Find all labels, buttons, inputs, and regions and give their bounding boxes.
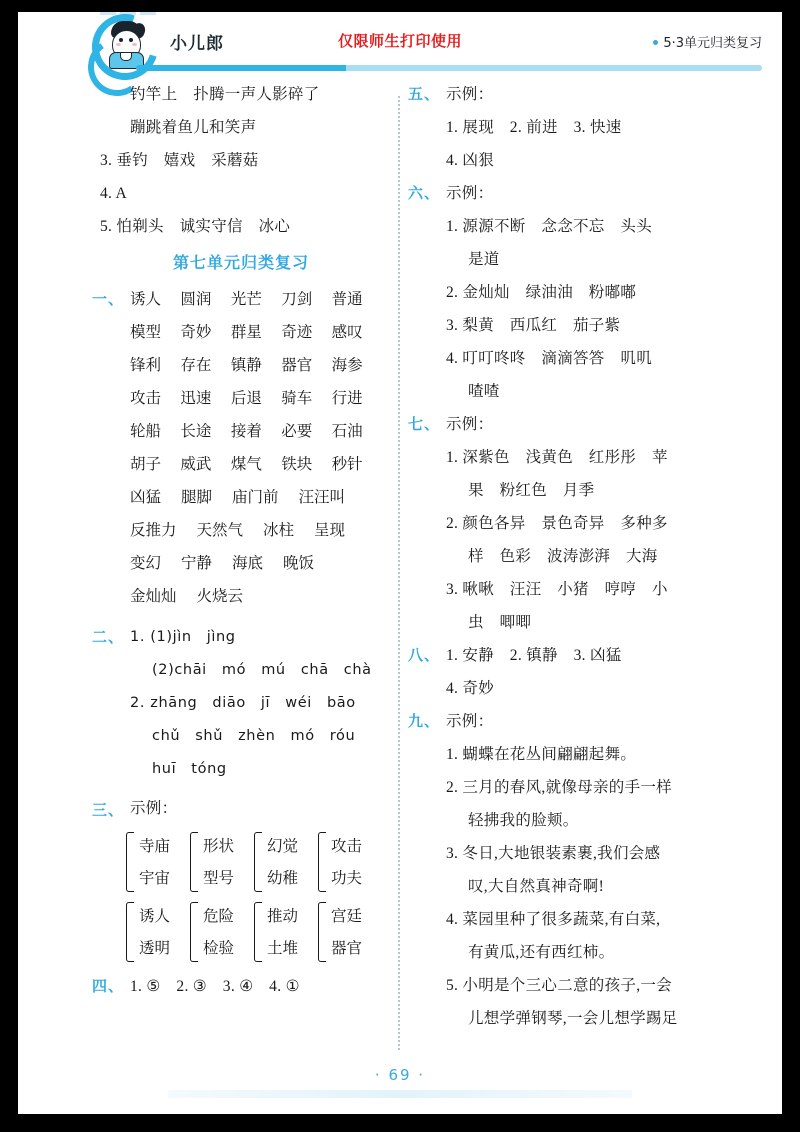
section-3 — [92, 794, 382, 964]
section-5-marker: 五、 — [408, 85, 441, 103]
word-cell: 秒针 — [331, 456, 363, 473]
word-cell: 煤气 — [230, 456, 262, 473]
word-cell: 晚饭 — [283, 555, 315, 572]
section-2-line: huī tóng — [152, 761, 227, 777]
header-rule-dark — [136, 65, 346, 71]
brace-pair — [318, 898, 382, 964]
word-cell: 胡子 — [130, 456, 162, 473]
word-cell: 奇妙 — [180, 324, 212, 341]
brace-word: 型号 — [203, 870, 235, 887]
word-cell: 铁块 — [281, 456, 313, 473]
section-7-line: 虫 唧唧 — [468, 614, 532, 631]
brace-pair — [126, 898, 190, 964]
footer-decoration — [168, 1090, 632, 1098]
section-9-marker: 九、 — [408, 712, 441, 730]
section-3-marker: 三、 — [92, 801, 125, 819]
word-cell: 行进 — [331, 390, 363, 407]
brand-name: 小儿郎 — [170, 34, 224, 54]
section-7-line: 1. 深紫色 浅黄色 红彤彤 苹 — [446, 449, 668, 466]
section-4-line: 1. ⑤ 2. ③ 3. ④ 4. ① — [130, 978, 300, 995]
section-8-line: 4. 奇妙 — [446, 680, 495, 697]
section-7-line: 3. 啾啾 汪汪 小猪 哼哼 小 — [446, 581, 668, 598]
word-cell: 石油 — [331, 423, 363, 440]
brace-pair — [190, 828, 254, 894]
section-9-line: 叹,大自然真神奇啊! — [468, 878, 605, 895]
word-row — [130, 547, 382, 580]
section-9-line: 儿想学弹钢琴,一会儿想学踢足 — [468, 1010, 678, 1027]
worksheet-page — [18, 12, 782, 1114]
brace-word: 宇宙 — [139, 870, 171, 887]
word-cell: 普通 — [331, 291, 363, 308]
header-unit-label — [653, 32, 762, 51]
word-cell: 迅速 — [180, 390, 212, 407]
word-cell: 后退 — [230, 390, 262, 407]
word-cell: 感叹 — [331, 324, 363, 341]
word-cell: 器官 — [281, 357, 313, 374]
word-row — [130, 316, 382, 349]
word-cell: 接着 — [230, 423, 262, 440]
word-cell: 存在 — [180, 357, 212, 374]
word-cell: 群星 — [230, 324, 262, 341]
section-7-label: 示例： — [446, 416, 494, 433]
section-5-line: 4. 凶狠 — [446, 152, 495, 169]
page-header — [18, 12, 782, 74]
brace-word: 攻击 — [331, 838, 363, 855]
brace-pair — [318, 828, 382, 894]
section-9-line: 1. 蝴蝶在花丛间翩翩起舞。 — [446, 746, 637, 763]
section-9-line: 4. 菜园里种了很多蔬菜,有白菜, — [446, 911, 661, 928]
section-7-marker: 七、 — [408, 415, 441, 433]
word-cell: 火烧云 — [196, 588, 244, 605]
word-row — [130, 283, 382, 316]
section-9 — [408, 705, 746, 1035]
brace-word: 宫廷 — [331, 908, 363, 925]
section-4 — [92, 970, 382, 1003]
section-9-line: 5. 小明是个三心二意的孩子,一会 — [446, 977, 672, 994]
brace-word: 形状 — [203, 838, 235, 855]
word-cell: 必要 — [281, 423, 313, 440]
section-7-line: 果 粉红色 月季 — [468, 482, 595, 499]
section-4-marker: 四、 — [92, 977, 125, 995]
word-cell: 攻击 — [130, 390, 162, 407]
word-cell: 刀剑 — [281, 291, 313, 308]
word-cell: 海底 — [232, 555, 264, 572]
section-6-line: 3. 梨黄 西瓜红 茄子紫 — [446, 317, 621, 334]
word-row — [130, 580, 382, 613]
section-5 — [408, 78, 746, 177]
word-cell: 凶猛 — [130, 489, 162, 506]
brace-word: 推动 — [267, 908, 299, 925]
unit-title: 第七单元归类复习 — [172, 253, 309, 272]
word-row — [130, 382, 382, 415]
word-cell: 奇迹 — [281, 324, 313, 341]
word-cell: 冰柱 — [263, 522, 295, 539]
brace-word: 功夫 — [331, 870, 363, 887]
section-1 — [92, 283, 382, 613]
word-cell: 汪汪叫 — [298, 489, 346, 506]
carryover-line: 钓竿上 扑腾一声人影碎了 — [130, 86, 320, 103]
word-cell: 海参 — [331, 357, 363, 374]
section-8 — [408, 639, 746, 705]
word-cell: 锋利 — [130, 357, 162, 374]
brace-pair — [254, 898, 318, 964]
column-divider — [398, 96, 400, 1050]
section-9-line: 有黄瓜,还有西红柿。 — [468, 944, 615, 961]
section-7 — [408, 408, 746, 639]
section-2-marker: 二、 — [92, 628, 125, 646]
section-9-line: 轻拂我的脸颊。 — [468, 812, 579, 829]
word-cell: 模型 — [130, 324, 162, 341]
section-9-line: 3. 冬日,大地银装素裹,我们会感 — [446, 845, 661, 862]
section-9-line: 2. 三月的春风,就像母亲的手一样 — [446, 779, 672, 796]
section-5-line: 1. 展现 2. 前进 3. 快速 — [446, 119, 622, 136]
word-cell: 镇静 — [230, 357, 262, 374]
section-6-line: 是道 — [468, 251, 500, 268]
word-cell: 威武 — [180, 456, 212, 473]
page-footer — [18, 1066, 782, 1100]
brace-word: 器官 — [331, 940, 363, 957]
brace-word: 幻觉 — [267, 838, 299, 855]
word-cell: 变幻 — [130, 555, 162, 572]
brace-word: 诱人 — [139, 908, 171, 925]
brace-row — [126, 898, 382, 964]
section-9-label: 示例： — [446, 713, 494, 730]
brace-word: 土堆 — [267, 940, 299, 957]
word-cell: 轮船 — [130, 423, 162, 440]
word-row — [130, 481, 382, 514]
section-6-marker: 六、 — [408, 184, 441, 202]
word-cell: 腿脚 — [181, 489, 213, 506]
right-column — [408, 78, 746, 1060]
word-cell: 反推力 — [130, 522, 177, 539]
brace-word: 危险 — [203, 908, 235, 925]
word-cell: 宁静 — [181, 555, 213, 572]
brace-word: 透明 — [139, 940, 171, 957]
page-number: · 69 · — [374, 1066, 426, 1084]
section-6-line: 4. 叮叮咚咚 滴滴答答 叽叽 — [446, 350, 653, 367]
section-6-label: 示例： — [446, 185, 494, 202]
brace-pair — [254, 828, 318, 894]
carryover-line: 蹦跳着鱼儿和笑声 — [130, 119, 257, 136]
content-columns — [18, 78, 782, 1060]
section-6-line: 1. 源源不断 念念不忘 头头 — [446, 218, 653, 235]
section-2 — [92, 621, 382, 786]
word-row — [130, 349, 382, 382]
section-7-line: 2. 颜色各异 景色奇异 多种多 — [446, 515, 668, 532]
word-cell: 庙门前 — [232, 489, 279, 506]
word-cell: 骑车 — [281, 390, 313, 407]
section-6-line: 喳喳 — [468, 383, 500, 400]
word-cell: 圆润 — [180, 291, 212, 308]
section-7-line: 样 色彩 波涛澎湃 大海 — [468, 548, 658, 565]
brace-word: 幼稚 — [267, 870, 299, 887]
brace-word: 检验 — [203, 940, 235, 957]
brace-pair — [190, 898, 254, 964]
section-2-line: chǔ shǔ zhèn mó róu — [152, 728, 356, 744]
word-row — [130, 514, 382, 547]
section-6-line: 2. 金灿灿 绿油油 粉嘟嘟 — [446, 284, 637, 301]
section-2-line: 2. zhāng diāo jī wéi bāo — [130, 695, 356, 711]
section-2-line: 1. (1)jìn jìng — [130, 629, 236, 645]
left-column — [92, 78, 382, 1060]
section-1-word-grid — [130, 283, 382, 613]
brace-row — [126, 828, 382, 894]
print-restriction-note: 仅限师生打印使用 — [337, 32, 462, 50]
section-1-marker: 一、 — [92, 290, 125, 308]
word-row — [130, 448, 382, 481]
brace-word: 寺庙 — [139, 838, 171, 855]
section-5-label: 示例： — [446, 86, 494, 103]
section-8-marker: 八、 — [408, 646, 441, 664]
carryover-line: 5. 怕剃头 诚实守信 冰心 — [100, 218, 291, 235]
word-cell: 光芒 — [230, 291, 262, 308]
word-cell: 呈现 — [314, 522, 346, 539]
header-unit-label-text: 5·3单元归类复习 — [663, 36, 762, 51]
carryover-line: 4. A — [100, 185, 128, 202]
word-cell: 金灿灿 — [130, 588, 177, 605]
section-2-line: (2)chāi mó mú chā chà — [152, 662, 372, 678]
section-3-label: 示例： — [130, 800, 178, 817]
section-6 — [408, 177, 746, 408]
word-row — [130, 415, 382, 448]
word-cell: 天然气 — [196, 522, 244, 539]
carryover-line: 3. 垂钓 嬉戏 采蘑菇 — [100, 152, 259, 169]
word-cell: 诱人 — [130, 291, 162, 308]
word-cell: 长途 — [180, 423, 212, 440]
brace-pair — [126, 828, 190, 894]
section-8-line: 1. 安静 2. 镇静 3. 凶猛 — [446, 647, 622, 664]
bullet-dot-icon — [653, 40, 658, 45]
